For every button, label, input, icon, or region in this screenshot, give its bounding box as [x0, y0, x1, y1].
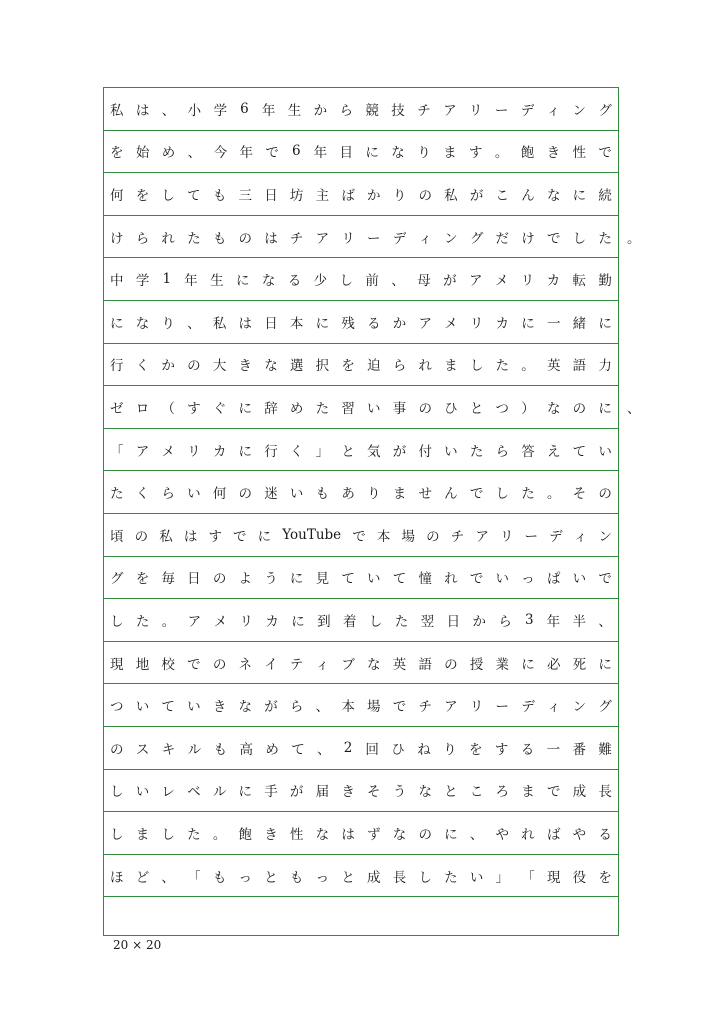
row-text: 何 を し て も 三 日 坊 主 ば か り の 私 が こ ん な に 続: [110, 187, 612, 204]
overflow-punctuation: 、: [627, 400, 641, 417]
manuscript-row: [104, 599, 618, 642]
row-text: し た 。 ア メ リ カ に 到 着 し た 翌 日 か ら 3 年 半 、: [110, 611, 612, 630]
manuscript-row: [104, 514, 618, 557]
manuscript-row: [104, 88, 618, 131]
manuscript-row: [104, 770, 618, 813]
row-text: け ら れ た も の は チ ア リ ー デ ィ ン グ だ け で し た: [110, 230, 612, 247]
manuscript-row: [104, 429, 618, 472]
manuscript-row: [104, 301, 618, 344]
manuscript-sheet: [103, 87, 641, 936]
row-text: 中 学 1 年 生 に な る 少 し 前 、 母 が ア メ リ カ 転 勤: [110, 271, 612, 290]
row-text: ゼ ロ （ す ぐ に 辞 め た 習 い 事 の ひ と つ ） な の に: [110, 400, 612, 417]
manuscript-row: [104, 471, 618, 514]
manuscript-row: [104, 344, 618, 387]
row-text: つ い て い き な が ら 、 本 場 で チ ア リ ー デ ィ ン グ: [110, 699, 612, 716]
row-text: ほ ど 、 「 も っ と も っ と 成 長 し た い 」 「 現 役 を: [110, 869, 612, 886]
row-text: に な り 、 私 は 日 本 に 残 る か ア メ リ カ に 一 緒 に: [110, 315, 612, 332]
manuscript-row: [104, 812, 618, 855]
row-text: の ス キ ル も 高 め て 、 2 回 ひ ね り を す る 一 番 難: [110, 739, 612, 758]
grid-size-label: 20 × 20: [113, 938, 162, 952]
manuscript-row: [104, 727, 618, 770]
row-text: グ を 毎 日 の よ う に 見 て い て 憧 れ で い っ ぱ い で: [110, 571, 612, 588]
row-text: し い レ ベ ル に 手 が 届 き そ う な と こ ろ ま で 成 長: [110, 784, 612, 801]
manuscript-row: [104, 216, 641, 259]
manuscript-row: [104, 897, 618, 940]
row-text: た く ら い 何 の 迷 い も あ り ま せ ん で し た 。 そ の: [110, 486, 612, 503]
row-text: 頃 の 私 は す で に YouTube で 本 場 の チ ア リ ー デ ィ ン: [110, 526, 612, 545]
row-text: を 始 め 、 今 年 で 6 年 目 に な り ま す 。 飽 き 性 で: [110, 143, 612, 162]
row-text: 「 ア メ リ カ に 行 く 」 と 気 が 付 い た ら 答 え て い: [110, 443, 612, 460]
manuscript-row: [104, 642, 618, 685]
row-text: 現 地 校 で の ネ イ テ ィ ブ な 英 語 の 授 業 に 必 死 に: [110, 656, 612, 673]
manuscript-row: [104, 131, 618, 174]
manuscript-row: [104, 258, 618, 301]
row-text: し ま し た 。 飽 き 性 な は ず な の に 、 や れ ば や る: [110, 826, 612, 843]
row-text: 私 は 、 小 学 6 年 生 か ら 競 技 チ ア リ ー デ ィ ン グ: [110, 100, 612, 119]
manuscript-row: [104, 173, 618, 216]
manuscript-row: [104, 557, 618, 600]
row-text: 行 く か の 大 き な 選 択 を 迫 ら れ ま し た 。 英 語 力: [110, 358, 612, 375]
manuscript-row: [104, 855, 618, 898]
manuscript-row: [104, 386, 641, 429]
row-text: [110, 897, 612, 940]
manuscript-row: [104, 684, 618, 727]
overflow-punctuation: 。: [627, 230, 641, 247]
